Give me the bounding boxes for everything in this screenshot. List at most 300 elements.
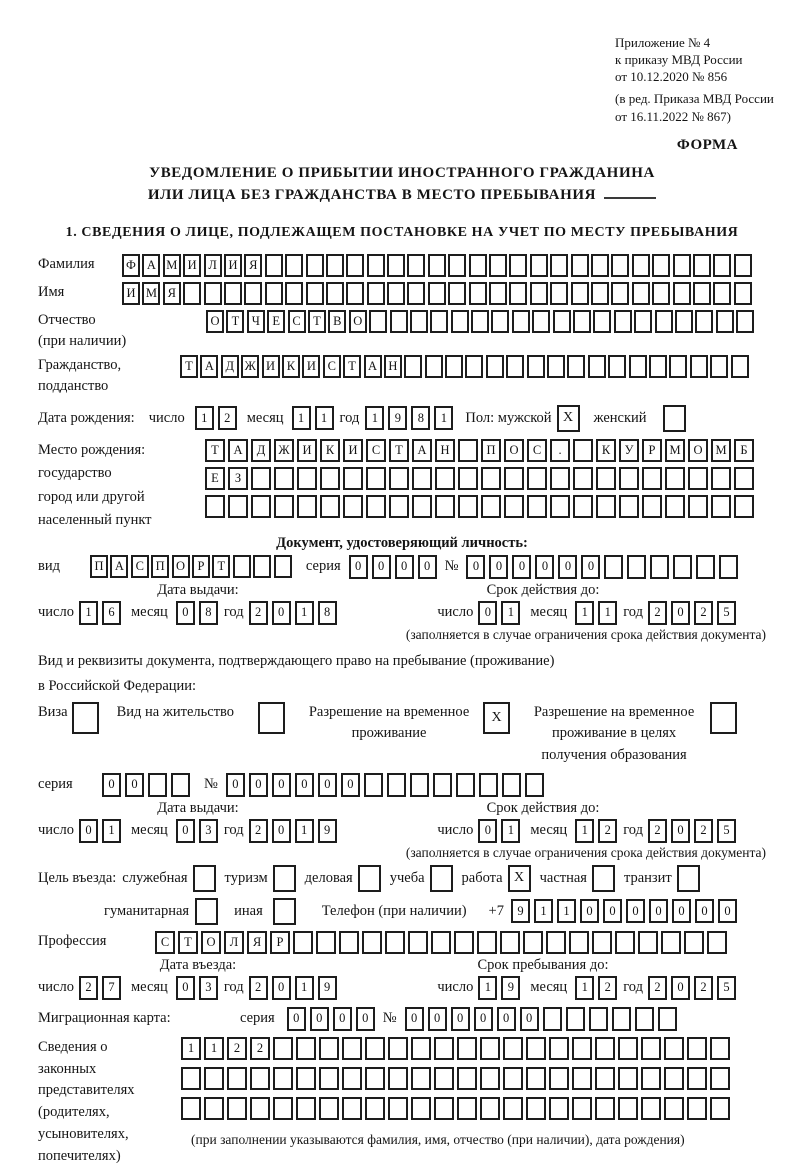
char-cell[interactable]: И xyxy=(262,355,280,378)
char-cell[interactable] xyxy=(411,1067,431,1090)
purpose-tourism-checkbox[interactable] xyxy=(273,865,296,892)
char-cell[interactable] xyxy=(387,773,406,797)
char-cell[interactable] xyxy=(713,282,731,305)
char-cell[interactable] xyxy=(346,254,364,277)
char-cell[interactable] xyxy=(618,1037,638,1060)
char-cell[interactable] xyxy=(688,467,708,490)
char-cell[interactable] xyxy=(181,1097,201,1120)
char-cell[interactable]: 0 xyxy=(558,555,577,579)
char-cell[interactable]: 8 xyxy=(199,601,218,625)
char-cell[interactable]: Т xyxy=(205,439,225,462)
char-cell[interactable] xyxy=(664,1037,684,1060)
char-cell[interactable] xyxy=(550,254,568,277)
char-cell[interactable]: Ж xyxy=(274,439,294,462)
char-cell[interactable]: С xyxy=(288,310,306,333)
char-cell[interactable]: 2 xyxy=(250,1037,270,1060)
char-cell[interactable] xyxy=(635,1007,654,1031)
char-cell[interactable]: 1 xyxy=(102,819,121,843)
char-cell[interactable] xyxy=(509,254,527,277)
char-cell[interactable] xyxy=(346,282,364,305)
char-cell[interactable]: 0 xyxy=(272,601,291,625)
char-cell[interactable]: 0 xyxy=(478,601,497,625)
char-cell[interactable]: К xyxy=(282,355,300,378)
char-cell[interactable]: 0 xyxy=(478,819,497,843)
char-cell[interactable] xyxy=(465,355,483,378)
char-cell[interactable] xyxy=(641,1097,661,1120)
char-cell[interactable] xyxy=(696,555,715,579)
char-cell[interactable]: 8 xyxy=(318,601,337,625)
char-cell[interactable]: Ч xyxy=(247,310,265,333)
char-cell[interactable]: М xyxy=(665,439,685,462)
char-cell[interactable]: 1 xyxy=(295,819,314,843)
char-cell[interactable] xyxy=(710,1037,730,1060)
char-cell[interactable] xyxy=(367,282,385,305)
char-cell[interactable] xyxy=(480,1097,500,1120)
char-cell[interactable] xyxy=(274,467,294,490)
char-cell[interactable]: 0 xyxy=(489,555,508,579)
char-cell[interactable]: С xyxy=(366,439,386,462)
char-cell[interactable]: 2 xyxy=(648,976,667,1000)
char-cell[interactable]: Т xyxy=(212,555,230,578)
char-cell[interactable] xyxy=(228,495,248,518)
char-cell[interactable] xyxy=(629,355,647,378)
char-cell[interactable] xyxy=(664,1067,684,1090)
char-cell[interactable] xyxy=(339,931,359,954)
char-cell[interactable] xyxy=(595,1067,615,1090)
char-cell[interactable] xyxy=(652,254,670,277)
char-cell[interactable] xyxy=(543,1007,562,1031)
char-cell[interactable]: 0 xyxy=(649,899,668,923)
char-cell[interactable]: 0 xyxy=(497,1007,516,1031)
char-cell[interactable]: Е xyxy=(205,467,225,490)
char-cell[interactable]: 0 xyxy=(581,555,600,579)
char-cell[interactable] xyxy=(612,1007,631,1031)
char-cell[interactable] xyxy=(614,310,632,333)
temp-residence-checkbox[interactable]: X xyxy=(483,702,510,734)
char-cell[interactable] xyxy=(711,495,731,518)
char-cell[interactable] xyxy=(366,467,386,490)
char-cell[interactable] xyxy=(673,555,692,579)
char-cell[interactable]: В xyxy=(328,310,346,333)
char-cell[interactable] xyxy=(456,773,475,797)
char-cell[interactable] xyxy=(408,931,428,954)
char-cell[interactable]: К xyxy=(320,439,340,462)
char-cell[interactable]: . xyxy=(550,439,570,462)
char-cell[interactable]: 0 xyxy=(372,555,391,579)
char-cell[interactable] xyxy=(227,1097,247,1120)
char-cell[interactable]: 1 xyxy=(195,406,214,430)
char-cell[interactable] xyxy=(320,495,340,518)
char-cell[interactable] xyxy=(412,467,432,490)
char-cell[interactable] xyxy=(342,1037,362,1060)
char-cell[interactable] xyxy=(454,931,474,954)
char-cell[interactable]: 0 xyxy=(535,555,554,579)
char-cell[interactable] xyxy=(425,355,443,378)
char-cell[interactable]: Ж xyxy=(241,355,259,378)
char-cell[interactable]: А xyxy=(412,439,432,462)
char-cell[interactable]: М xyxy=(163,254,181,277)
char-cell[interactable] xyxy=(434,1067,454,1090)
char-cell[interactable]: 0 xyxy=(176,601,195,625)
purpose-work-checkbox[interactable]: X xyxy=(508,865,531,892)
char-cell[interactable] xyxy=(489,282,507,305)
char-cell[interactable] xyxy=(566,1007,585,1031)
char-cell[interactable]: 1 xyxy=(501,601,520,625)
char-cell[interactable] xyxy=(675,310,693,333)
char-cell[interactable]: Б xyxy=(734,439,754,462)
char-cell[interactable]: 9 xyxy=(501,976,520,1000)
char-cell[interactable] xyxy=(687,1037,707,1060)
char-cell[interactable] xyxy=(710,355,728,378)
purpose-other-checkbox[interactable] xyxy=(273,898,296,925)
char-cell[interactable] xyxy=(687,1097,707,1120)
char-cell[interactable] xyxy=(244,282,262,305)
char-cell[interactable]: 0 xyxy=(333,1007,352,1031)
char-cell[interactable]: У xyxy=(619,439,639,462)
char-cell[interactable]: Ф xyxy=(122,254,140,277)
char-cell[interactable] xyxy=(547,355,565,378)
char-cell[interactable] xyxy=(573,310,591,333)
purpose-private-checkbox[interactable] xyxy=(592,865,615,892)
char-cell[interactable]: Я xyxy=(163,282,181,305)
char-cell[interactable]: 0 xyxy=(671,601,690,625)
char-cell[interactable] xyxy=(642,467,662,490)
char-cell[interactable]: А xyxy=(142,254,160,277)
char-cell[interactable] xyxy=(572,1037,592,1060)
char-cell[interactable]: 2 xyxy=(227,1037,247,1060)
char-cell[interactable] xyxy=(362,931,382,954)
char-cell[interactable]: 0 xyxy=(671,819,690,843)
char-cell[interactable] xyxy=(227,1067,247,1090)
char-cell[interactable]: Н xyxy=(435,439,455,462)
char-cell[interactable] xyxy=(736,310,754,333)
char-cell[interactable] xyxy=(342,1067,362,1090)
char-cell[interactable] xyxy=(205,495,225,518)
char-cell[interactable] xyxy=(567,355,585,378)
char-cell[interactable]: 0 xyxy=(272,976,291,1000)
char-cell[interactable] xyxy=(285,282,303,305)
char-cell[interactable] xyxy=(596,467,616,490)
char-cell[interactable]: 0 xyxy=(249,773,268,797)
char-cell[interactable] xyxy=(251,467,271,490)
char-cell[interactable] xyxy=(710,1067,730,1090)
char-cell[interactable]: 1 xyxy=(295,601,314,625)
char-cell[interactable] xyxy=(411,1097,431,1120)
char-cell[interactable] xyxy=(673,254,691,277)
char-cell[interactable]: Д xyxy=(251,439,271,462)
char-cell[interactable] xyxy=(595,1097,615,1120)
char-cell[interactable] xyxy=(296,1097,316,1120)
char-cell[interactable]: 0 xyxy=(287,1007,306,1031)
char-cell[interactable] xyxy=(491,310,509,333)
char-cell[interactable] xyxy=(734,282,752,305)
char-cell[interactable] xyxy=(665,495,685,518)
char-cell[interactable] xyxy=(572,1097,592,1120)
char-cell[interactable] xyxy=(285,254,303,277)
char-cell[interactable] xyxy=(549,1037,569,1060)
char-cell[interactable] xyxy=(204,1097,224,1120)
char-cell[interactable]: Р xyxy=(642,439,662,462)
char-cell[interactable]: 8 xyxy=(411,406,430,430)
char-cell[interactable] xyxy=(710,1097,730,1120)
char-cell[interactable] xyxy=(385,931,405,954)
char-cell[interactable] xyxy=(296,1037,316,1060)
char-cell[interactable] xyxy=(457,1067,477,1090)
char-cell[interactable] xyxy=(530,282,548,305)
char-cell[interactable] xyxy=(326,254,344,277)
char-cell[interactable]: Л xyxy=(224,931,244,954)
char-cell[interactable] xyxy=(550,495,570,518)
char-cell[interactable]: Н xyxy=(384,355,402,378)
char-cell[interactable] xyxy=(571,254,589,277)
char-cell[interactable]: Р xyxy=(270,931,290,954)
char-cell[interactable]: 1 xyxy=(557,899,576,923)
char-cell[interactable]: Р xyxy=(192,555,210,578)
char-cell[interactable] xyxy=(250,1067,270,1090)
char-cell[interactable]: 0 xyxy=(603,899,622,923)
char-cell[interactable] xyxy=(316,931,336,954)
char-cell[interactable] xyxy=(411,1037,431,1060)
char-cell[interactable] xyxy=(457,1037,477,1060)
char-cell[interactable]: С xyxy=(527,439,547,462)
char-cell[interactable] xyxy=(595,1037,615,1060)
char-cell[interactable]: Л xyxy=(204,254,222,277)
char-cell[interactable]: 0 xyxy=(349,555,368,579)
char-cell[interactable] xyxy=(204,1067,224,1090)
char-cell[interactable] xyxy=(480,1037,500,1060)
char-cell[interactable] xyxy=(273,1067,293,1090)
purpose-transit-checkbox[interactable] xyxy=(677,865,700,892)
char-cell[interactable] xyxy=(642,495,662,518)
char-cell[interactable] xyxy=(448,254,466,277)
char-cell[interactable] xyxy=(503,1037,523,1060)
char-cell[interactable]: 0 xyxy=(695,899,714,923)
char-cell[interactable]: 1 xyxy=(575,976,594,1000)
char-cell[interactable]: 2 xyxy=(218,406,237,430)
char-cell[interactable]: М xyxy=(711,439,731,462)
char-cell[interactable]: Я xyxy=(244,254,262,277)
char-cell[interactable] xyxy=(297,495,317,518)
char-cell[interactable] xyxy=(573,439,593,462)
char-cell[interactable]: Я xyxy=(247,931,267,954)
char-cell[interactable] xyxy=(573,467,593,490)
char-cell[interactable] xyxy=(273,1037,293,1060)
char-cell[interactable]: 0 xyxy=(418,555,437,579)
char-cell[interactable] xyxy=(592,931,612,954)
char-cell[interactable] xyxy=(669,355,687,378)
char-cell[interactable] xyxy=(550,282,568,305)
char-cell[interactable]: 2 xyxy=(694,601,713,625)
char-cell[interactable]: 9 xyxy=(318,976,337,1000)
char-cell[interactable] xyxy=(458,495,478,518)
char-cell[interactable] xyxy=(504,495,524,518)
purpose-humanitarian-checkbox[interactable] xyxy=(195,898,218,925)
char-cell[interactable]: И xyxy=(302,355,320,378)
char-cell[interactable] xyxy=(500,931,520,954)
char-cell[interactable] xyxy=(652,282,670,305)
char-cell[interactable] xyxy=(527,495,547,518)
char-cell[interactable]: 1 xyxy=(598,601,617,625)
char-cell[interactable] xyxy=(148,773,167,797)
char-cell[interactable] xyxy=(480,1067,500,1090)
residence-permit-checkbox[interactable] xyxy=(258,702,285,734)
char-cell[interactable] xyxy=(367,254,385,277)
char-cell[interactable] xyxy=(649,355,667,378)
char-cell[interactable] xyxy=(365,1037,385,1060)
char-cell[interactable] xyxy=(410,310,428,333)
char-cell[interactable] xyxy=(591,282,609,305)
char-cell[interactable]: 1 xyxy=(575,601,594,625)
char-cell[interactable] xyxy=(435,467,455,490)
char-cell[interactable] xyxy=(365,1097,385,1120)
char-cell[interactable]: 7 xyxy=(102,976,121,1000)
char-cell[interactable] xyxy=(171,773,190,797)
purpose-business-checkbox[interactable] xyxy=(358,865,381,892)
char-cell[interactable] xyxy=(664,1097,684,1120)
char-cell[interactable] xyxy=(306,282,324,305)
char-cell[interactable] xyxy=(619,467,639,490)
char-cell[interactable] xyxy=(388,1067,408,1090)
char-cell[interactable]: 0 xyxy=(626,899,645,923)
char-cell[interactable] xyxy=(448,282,466,305)
char-cell[interactable] xyxy=(387,254,405,277)
char-cell[interactable]: И xyxy=(343,439,363,462)
char-cell[interactable] xyxy=(641,1037,661,1060)
char-cell[interactable] xyxy=(477,931,497,954)
char-cell[interactable] xyxy=(320,467,340,490)
char-cell[interactable] xyxy=(479,773,498,797)
char-cell[interactable] xyxy=(687,1067,707,1090)
char-cell[interactable] xyxy=(233,555,251,578)
char-cell[interactable] xyxy=(665,467,685,490)
char-cell[interactable] xyxy=(523,931,543,954)
char-cell[interactable]: 2 xyxy=(249,819,268,843)
char-cell[interactable] xyxy=(502,773,521,797)
char-cell[interactable] xyxy=(532,310,550,333)
char-cell[interactable]: П xyxy=(481,439,501,462)
char-cell[interactable]: Т xyxy=(308,310,326,333)
char-cell[interactable] xyxy=(650,555,669,579)
char-cell[interactable]: 5 xyxy=(717,819,736,843)
char-cell[interactable]: 0 xyxy=(466,555,485,579)
char-cell[interactable]: П xyxy=(151,555,169,578)
char-cell[interactable] xyxy=(251,495,271,518)
char-cell[interactable] xyxy=(716,310,734,333)
char-cell[interactable] xyxy=(407,282,425,305)
char-cell[interactable]: 0 xyxy=(272,773,291,797)
char-cell[interactable] xyxy=(319,1067,339,1090)
char-cell[interactable]: И xyxy=(122,282,140,305)
char-cell[interactable] xyxy=(731,355,749,378)
char-cell[interactable] xyxy=(711,467,731,490)
char-cell[interactable] xyxy=(319,1037,339,1060)
char-cell[interactable]: 0 xyxy=(718,899,737,923)
char-cell[interactable] xyxy=(618,1097,638,1120)
char-cell[interactable] xyxy=(611,254,629,277)
char-cell[interactable]: О xyxy=(206,310,224,333)
char-cell[interactable]: 3 xyxy=(199,976,218,1000)
char-cell[interactable] xyxy=(546,931,566,954)
char-cell[interactable] xyxy=(433,773,452,797)
char-cell[interactable] xyxy=(430,310,448,333)
char-cell[interactable] xyxy=(410,773,429,797)
char-cell[interactable] xyxy=(611,282,629,305)
char-cell[interactable] xyxy=(503,1067,523,1090)
char-cell[interactable]: А xyxy=(200,355,218,378)
char-cell[interactable] xyxy=(469,254,487,277)
char-cell[interactable] xyxy=(458,467,478,490)
char-cell[interactable]: Т xyxy=(343,355,361,378)
char-cell[interactable]: 2 xyxy=(694,976,713,1000)
char-cell[interactable] xyxy=(549,1067,569,1090)
char-cell[interactable]: 0 xyxy=(512,555,531,579)
char-cell[interactable] xyxy=(306,254,324,277)
char-cell[interactable]: 0 xyxy=(125,773,144,797)
char-cell[interactable] xyxy=(684,931,704,954)
char-cell[interactable] xyxy=(608,355,626,378)
char-cell[interactable] xyxy=(388,1037,408,1060)
temp-residence-edu-checkbox[interactable] xyxy=(710,702,737,734)
char-cell[interactable]: 0 xyxy=(474,1007,493,1031)
char-cell[interactable] xyxy=(326,282,344,305)
char-cell[interactable]: 0 xyxy=(176,819,195,843)
char-cell[interactable]: И xyxy=(297,439,317,462)
char-cell[interactable] xyxy=(274,555,292,578)
char-cell[interactable]: Д xyxy=(221,355,239,378)
char-cell[interactable]: А xyxy=(110,555,128,578)
char-cell[interactable]: 2 xyxy=(79,976,98,1000)
char-cell[interactable]: 0 xyxy=(451,1007,470,1031)
char-cell[interactable] xyxy=(615,931,635,954)
char-cell[interactable] xyxy=(618,1067,638,1090)
char-cell[interactable] xyxy=(695,310,713,333)
char-cell[interactable] xyxy=(627,555,646,579)
char-cell[interactable]: Т xyxy=(389,439,409,462)
char-cell[interactable]: 1 xyxy=(534,899,553,923)
char-cell[interactable] xyxy=(596,495,616,518)
char-cell[interactable] xyxy=(451,310,469,333)
char-cell[interactable] xyxy=(181,1067,201,1090)
char-cell[interactable] xyxy=(655,310,673,333)
char-cell[interactable] xyxy=(369,310,387,333)
char-cell[interactable] xyxy=(503,1097,523,1120)
char-cell[interactable]: И xyxy=(224,254,242,277)
char-cell[interactable] xyxy=(389,495,409,518)
char-cell[interactable] xyxy=(445,355,463,378)
char-cell[interactable] xyxy=(526,1097,546,1120)
char-cell[interactable] xyxy=(509,282,527,305)
char-cell[interactable]: 0 xyxy=(520,1007,539,1031)
char-cell[interactable]: 2 xyxy=(249,601,268,625)
char-cell[interactable]: 1 xyxy=(79,601,98,625)
char-cell[interactable]: 9 xyxy=(318,819,337,843)
char-cell[interactable] xyxy=(549,1097,569,1120)
char-cell[interactable] xyxy=(553,310,571,333)
char-cell[interactable] xyxy=(486,355,504,378)
char-cell[interactable]: 2 xyxy=(648,819,667,843)
visa-checkbox[interactable] xyxy=(72,702,99,734)
char-cell[interactable]: 0 xyxy=(318,773,337,797)
char-cell[interactable] xyxy=(293,931,313,954)
char-cell[interactable]: 0 xyxy=(672,899,691,923)
char-cell[interactable] xyxy=(265,254,283,277)
char-cell[interactable]: 6 xyxy=(102,601,121,625)
char-cell[interactable] xyxy=(273,1097,293,1120)
char-cell[interactable] xyxy=(407,254,425,277)
char-cell[interactable] xyxy=(673,282,691,305)
char-cell[interactable] xyxy=(296,1067,316,1090)
char-cell[interactable]: С xyxy=(131,555,149,578)
